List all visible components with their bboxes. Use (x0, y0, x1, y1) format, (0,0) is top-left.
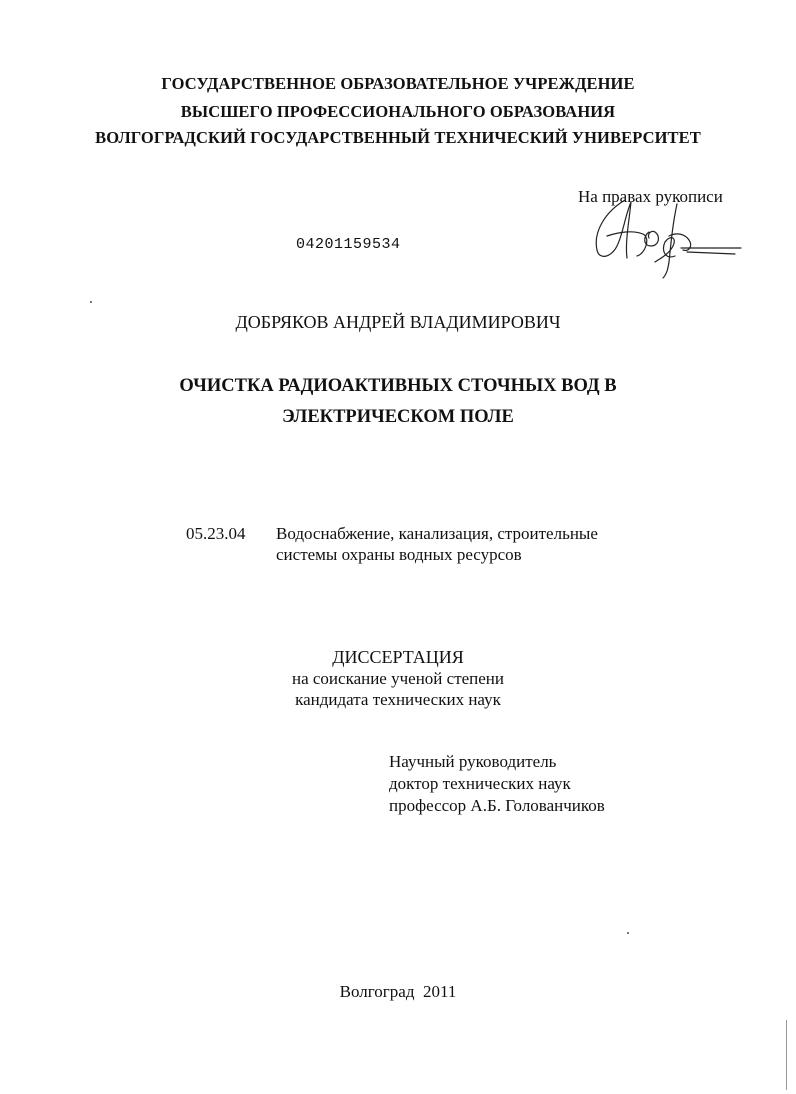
manuscript-note: На правах рукописи (578, 187, 723, 206)
title-line-1: ОЧИСТКА РАДИОАКТИВНЫХ СТОЧНЫХ ВОД В (179, 376, 617, 396)
specialty-line-2: системы охраны водных ресурсов (276, 545, 522, 564)
scan-speck (627, 932, 629, 934)
institution-line-1: ГОСУДАРСТВЕННОЕ ОБРАЗОВАТЕЛЬНОЕ УЧРЕЖДЕНИЕ (161, 74, 635, 93)
city-year: Волгоград 2011 (339, 982, 457, 1001)
dissertation-line-1: на соискание ученой степени (291, 669, 505, 688)
dissertation-heading: ДИССЕРТАЦИЯ (332, 647, 464, 667)
author-name: ДОБРЯКОВ АНДРЕЙ ВЛАДИМИРОВИЧ (235, 312, 561, 332)
institution-line-2: ВЫСШЕГО ПРОФЕССИОНАЛЬНОГО ОБРАЗОВАНИЯ (180, 102, 616, 121)
scan-speck (90, 301, 92, 303)
scan-edge-line (786, 1020, 787, 1090)
advisor-line-2: доктор технических наук (389, 774, 571, 793)
signature (585, 192, 750, 282)
dissertation-line-2: кандидата технических наук (295, 690, 501, 709)
specialty-line-1: Водоснабжение, канализация, строительные (276, 524, 598, 543)
institution-line-3: ВОЛГОГРАДСКИЙ ГОСУДАРСТВЕННЫЙ ТЕХНИЧЕСКИЙ УНИВЕРСИТЕТ (95, 128, 701, 147)
catalog-number: 04201159534 (296, 236, 401, 253)
specialty-code: 05.23.04 (186, 524, 246, 543)
advisor-line-3: профессор А.Б. Голованчиков (389, 796, 605, 815)
title-line-2: ЭЛЕКТРИЧЕСКОМ ПОЛЕ (282, 407, 514, 427)
advisor-line-1: Научный руководитель (389, 752, 557, 771)
